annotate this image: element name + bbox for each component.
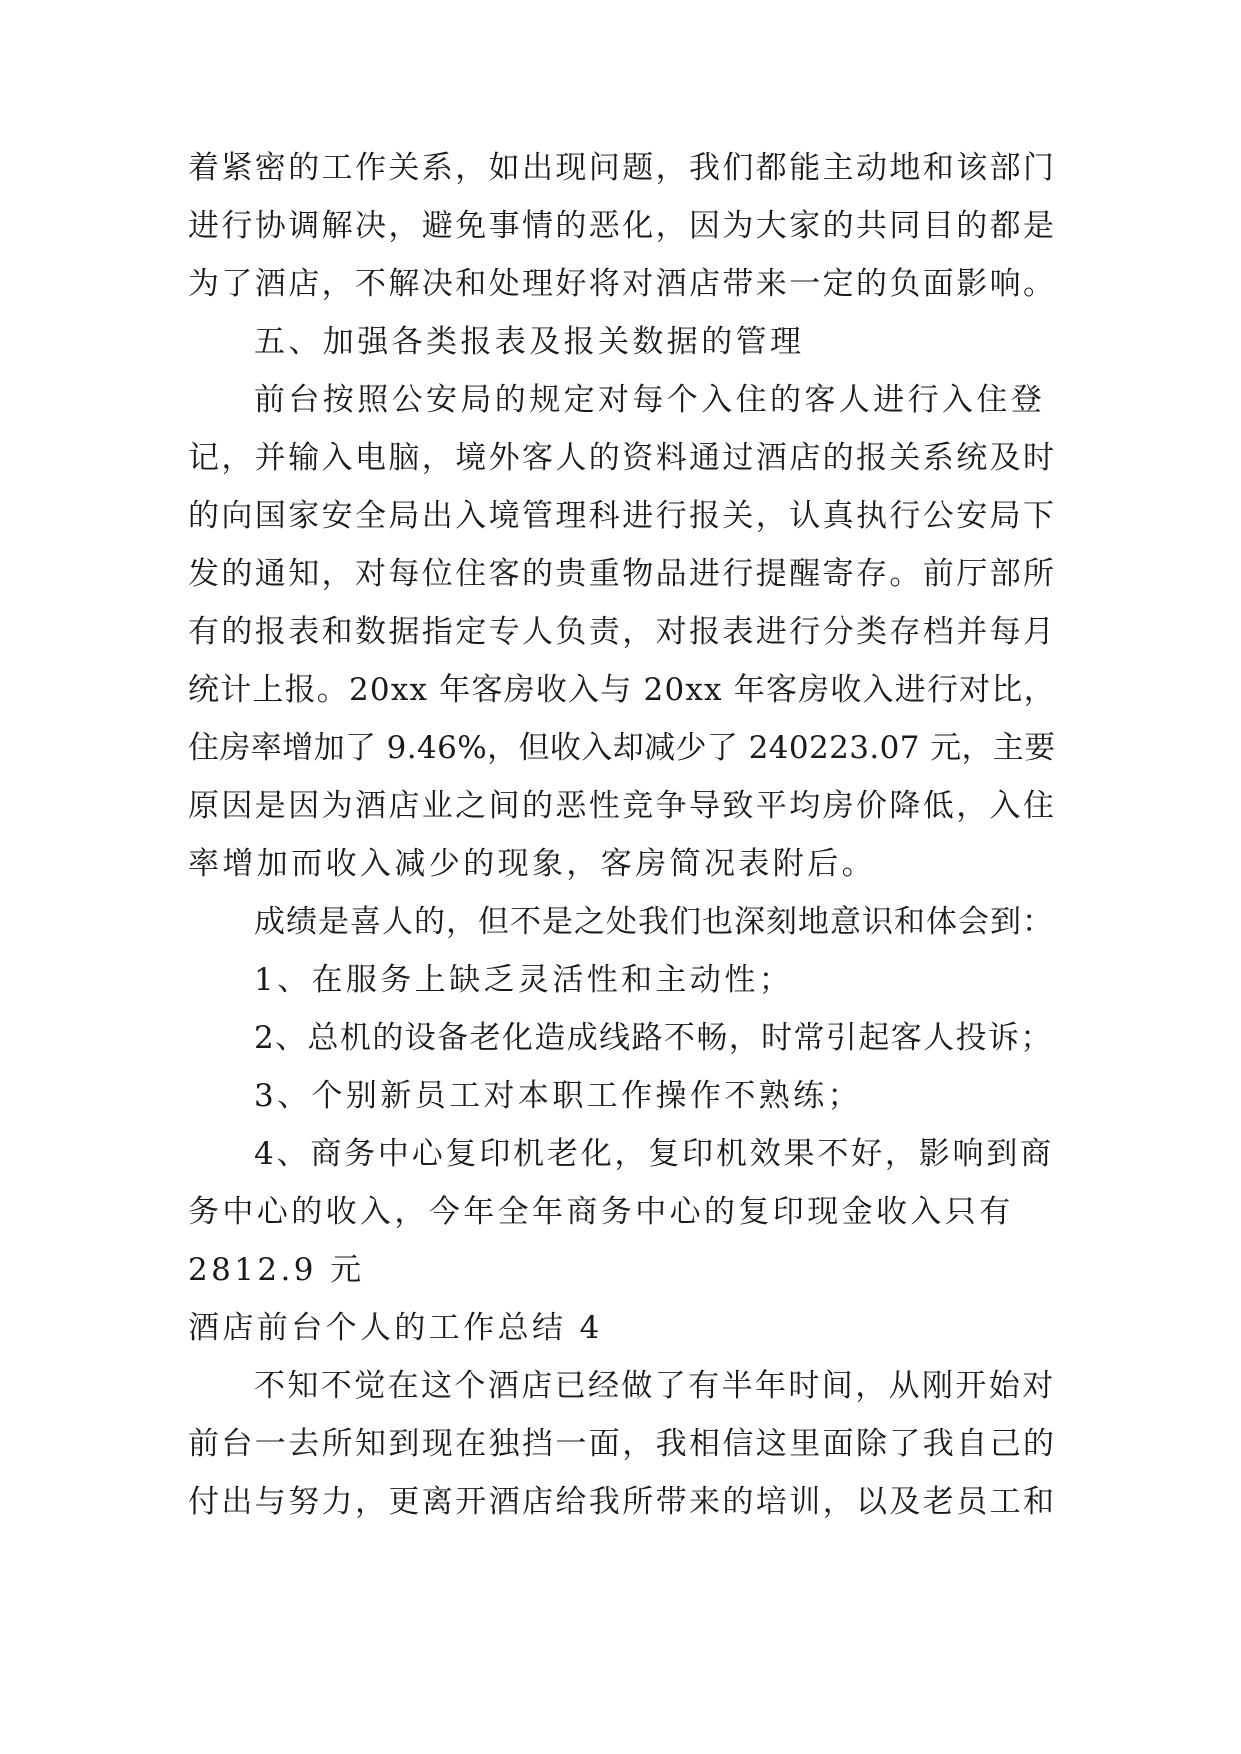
- text-line: 前台按照公安局的规定对每个入住的客人进行入住登: [254, 382, 1046, 418]
- text-line: 统计上报。20xx 年客房收入与 20xx 年客房收入进行对比，: [188, 672, 1056, 708]
- list-item: 3、个别新员工对本职工作操作不熟练；: [254, 1078, 862, 1114]
- text-line: 成绩是喜人的，但不是之处我们也深刻地意识和体会到：: [254, 904, 1054, 940]
- text-line: 付出与努力，更离开酒店给我所带来的培训，以及老员工和: [188, 1484, 1057, 1520]
- text-line: 发的通知，对每位住客的贵重物品进行提醒寄存。前厅部所: [188, 556, 1057, 592]
- text-line: 务中心的收入，今年全年商务中心的复印现金收入只有: [188, 1194, 1014, 1230]
- section-heading: 五、加强各类报表及报关数据的管理: [254, 324, 805, 360]
- text-line: 进行协调解决，避免事情的恶化，因为大家的共同目的都是: [188, 208, 1057, 244]
- list-item: 4、商务中心复印机老化，复印机效果不好，影响到商: [254, 1136, 1054, 1172]
- text-line: 率增加而收入减少的现象，客房简况表附后。: [188, 846, 876, 882]
- text-line: 记，并输入电脑，境外客人的资料通过酒店的报关系统及时: [188, 440, 1057, 476]
- text-line: 原因是因为酒店业之间的恶性竞争导致平均房价降低，入住: [188, 788, 1057, 824]
- text-line: 的向国家安全局出入境管理科进行报关，认真执行公安局下: [188, 498, 1057, 534]
- list-item: 2、总机的设备老化造成线路不畅，时常引起客人投诉；: [254, 1020, 1053, 1056]
- text-line: 前台一去所知到现在独挡一面，我相信这里面除了我自己的: [188, 1426, 1057, 1462]
- text-line: 2812.9 元: [188, 1252, 365, 1288]
- text-line: 着紧密的工作关系，如出现问题，我们都能主动地和该部门: [188, 150, 1057, 186]
- list-item: 1、在服务上缺乏灵活性和主动性；: [254, 962, 794, 998]
- text-line: 为了酒店，不解决和处理好将对酒店带来一定的负面影响。: [188, 266, 1057, 302]
- text-line: 不知不觉在这个酒店已经做了有半年时间，从刚开始对: [254, 1368, 1056, 1404]
- document-title: 酒店前台个人的工作总结 4: [188, 1310, 603, 1346]
- text-line: 有的报表和数据指定专人负责，对报表进行分类存档并每月: [188, 614, 1057, 650]
- text-line: 住房率增加了 9.46%，但收入却减少了 240223.07 元，主要: [188, 730, 1056, 766]
